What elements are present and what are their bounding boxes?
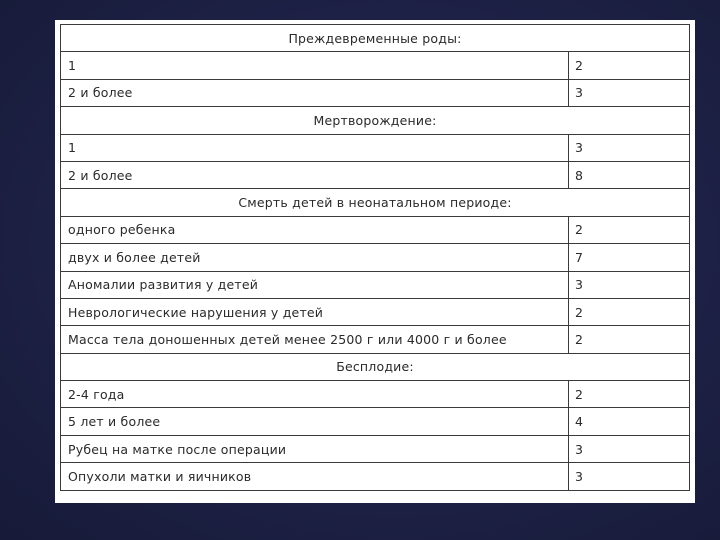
row-points: 2 <box>569 326 690 353</box>
row-label: Опухоли матки и яичников <box>61 463 569 490</box>
row-points: 2 <box>569 298 690 325</box>
table-row <box>61 52 690 79</box>
row-label: Аномалии развития у детей <box>61 271 569 298</box>
section-header-row <box>61 353 690 380</box>
section-title: Преждевременные роды: <box>61 25 690 52</box>
row-label: 2-4 года <box>61 381 569 408</box>
row-points: 3 <box>569 271 690 298</box>
row-points: 3 <box>569 463 690 490</box>
table-row <box>61 134 690 161</box>
row-label: 1 <box>61 52 569 79</box>
row-label: 5 лет и более <box>61 408 569 435</box>
row-points: 2 <box>569 381 690 408</box>
section-header-row <box>61 25 690 52</box>
row-points: 8 <box>569 161 690 188</box>
table-row <box>61 326 690 353</box>
row-points: 3 <box>569 134 690 161</box>
row-label: двух и более детей <box>61 244 569 271</box>
section-title: Мертворождение: <box>61 107 690 134</box>
table-row <box>61 79 690 106</box>
table-row <box>61 408 690 435</box>
risk-score-table <box>60 24 690 491</box>
row-label: 2 и более <box>61 79 569 106</box>
row-label: Рубец на матке после операции <box>61 435 569 462</box>
section-title: Бесплодие: <box>61 353 690 380</box>
table-row <box>61 381 690 408</box>
row-points: 2 <box>569 216 690 243</box>
row-points: 3 <box>569 435 690 462</box>
section-title: Смерть детей в неонатальном периоде: <box>61 189 690 216</box>
row-label: Неврологические нарушения у детей <box>61 298 569 325</box>
table-row <box>61 298 690 325</box>
table-row <box>61 463 690 490</box>
table-row <box>61 435 690 462</box>
row-label: 2 и более <box>61 161 569 188</box>
table-row <box>61 271 690 298</box>
row-points: 3 <box>569 79 690 106</box>
row-points: 2 <box>569 52 690 79</box>
section-header-row <box>61 107 690 134</box>
table-row <box>61 161 690 188</box>
row-label: Масса тела доношенных детей менее 2500 г или 4000 г и более <box>61 326 569 353</box>
row-points: 4 <box>569 408 690 435</box>
row-label: 1 <box>61 134 569 161</box>
table-row <box>61 244 690 271</box>
table-row <box>61 216 690 243</box>
section-header-row <box>61 189 690 216</box>
row-points: 7 <box>569 244 690 271</box>
row-label: одного ребенка <box>61 216 569 243</box>
